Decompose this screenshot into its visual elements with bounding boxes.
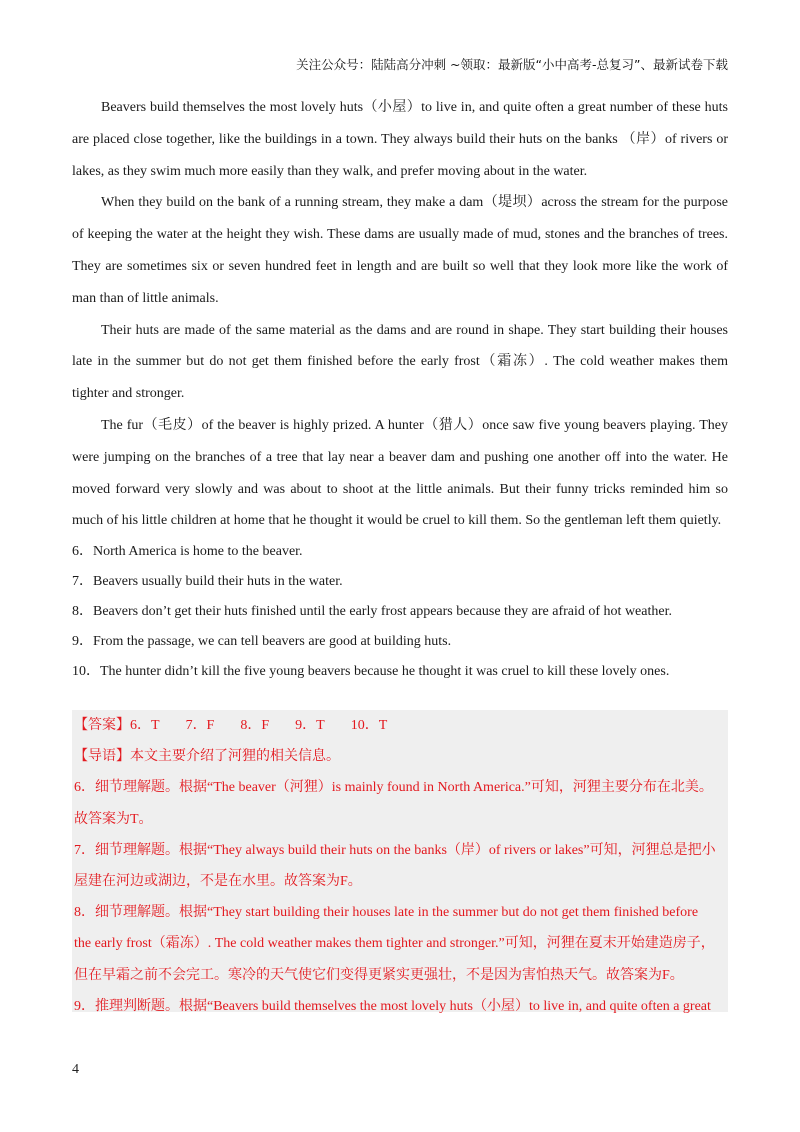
answer-explanation-line: 9．推理判断题。根据“Beavers build themselves the most lovely huts（小屋）to live in, and quite often a great xyxy=(74,998,711,1014)
answer-explanation-line: 屋建在河边或湖边，不是在水里。故答案为F。 xyxy=(74,874,362,890)
answer-item: 10．T xyxy=(350,718,388,733)
passage-paragraph: The fur（毛皮）of the beaver is highly prized. A hunter（猎人）once saw five young beavers playing. They were jumping on the branches of a tree that lay near a beaver dam and pushing one another off into the water. He moved forward very slowly and was about to shoot at the little animals. But their funny tricks reminded him so much of his little children at home that he thought it would be cruel to kill them. So the gentleman left them quietly. xyxy=(72,417,728,529)
answer-item: 6．T xyxy=(130,718,160,733)
question-item: 7．Beavers usually build their huts in the water. xyxy=(72,574,343,590)
answer-explanation-line: 7．细节理解题。根据“They always build their huts on the banks（岸）of rivers or lakes”可知，河狸总是把小 xyxy=(74,842,716,858)
answer-item: 7．F xyxy=(185,718,215,733)
answer-label: 【答案】 xyxy=(74,718,130,733)
answer-guide: 【导语】本文主要介绍了河狸的相关信息。 xyxy=(74,749,340,765)
question-item: 6．North America is home to the beaver. xyxy=(72,544,303,560)
answer-explanation-line: 8．细节理解题。根据“They start building their houses late in the summer but do not get them finished before xyxy=(74,905,699,921)
question-item: 9．From the passage, we can tell beavers are good at building huts. xyxy=(72,634,452,650)
passage-paragraph: When they build on the bank of a running stream, they make a dam（堤坝）across the stream for the purpose of keeping the water at the height they wish. These dams are usually made of mud, stones and the branches of trees. They are sometimes six or seven hundred feet in length and are built so well that they look more like the work of man than of little animals. xyxy=(72,195,728,306)
question-item: 8．Beavers don’t get their huts finished until the early frost appears because they are afraid of hot weather. xyxy=(72,604,672,620)
page-number: 4 xyxy=(72,1062,79,1077)
answer-explanation-line: 但在早霜之前不会完工。寒冷的天气使它们变得更紧实更强壮，不是因为害怕热天气。故答案为F。 xyxy=(74,967,684,983)
passage-paragraph: Beavers build themselves the most lovely huts（小屋）to live in, and quite often a great number of these huts are placed close together, like the buildings in a town. They always build their huts on the banks （岸）of rivers or lakes, as they swim much more easily than they walk, and prefer moving about in the water. xyxy=(72,100,728,179)
answer-item: 8．F xyxy=(240,718,270,733)
answer-item: 9．T xyxy=(295,718,325,733)
question-item: 10．The hunter didn’t kill the five young beavers because he thought it was cruel to kill these lovely ones. xyxy=(72,664,670,680)
answer-explanation-line: the early frost（霜冻）. The cold weather makes them tighter and stronger.”可知，河狸在夏末开始建造房子， xyxy=(74,936,715,952)
answer-section xyxy=(72,710,728,1012)
page-header: 关注公众号：陆陆高分冲刺 ~领取：最新版“小中高考-总复习”、最新试卷下载 xyxy=(296,57,728,72)
answer-key-line xyxy=(72,710,728,741)
passage-paragraph: Their huts are made of the same material as the dams and are round in shape. They start building their houses late in the summer but do not get them finished before the early frost（霜冻）. The cold weather makes them tighter and stronger. xyxy=(72,322,728,402)
answer-explanation-line: 故答案为T。 xyxy=(74,811,153,827)
answer-explanation-line: 6．细节理解题。根据“The beaver（河狸）is mainly found in North America.”可知，河狸主要分布在北美。 xyxy=(74,780,713,796)
passage-content xyxy=(72,92,728,687)
